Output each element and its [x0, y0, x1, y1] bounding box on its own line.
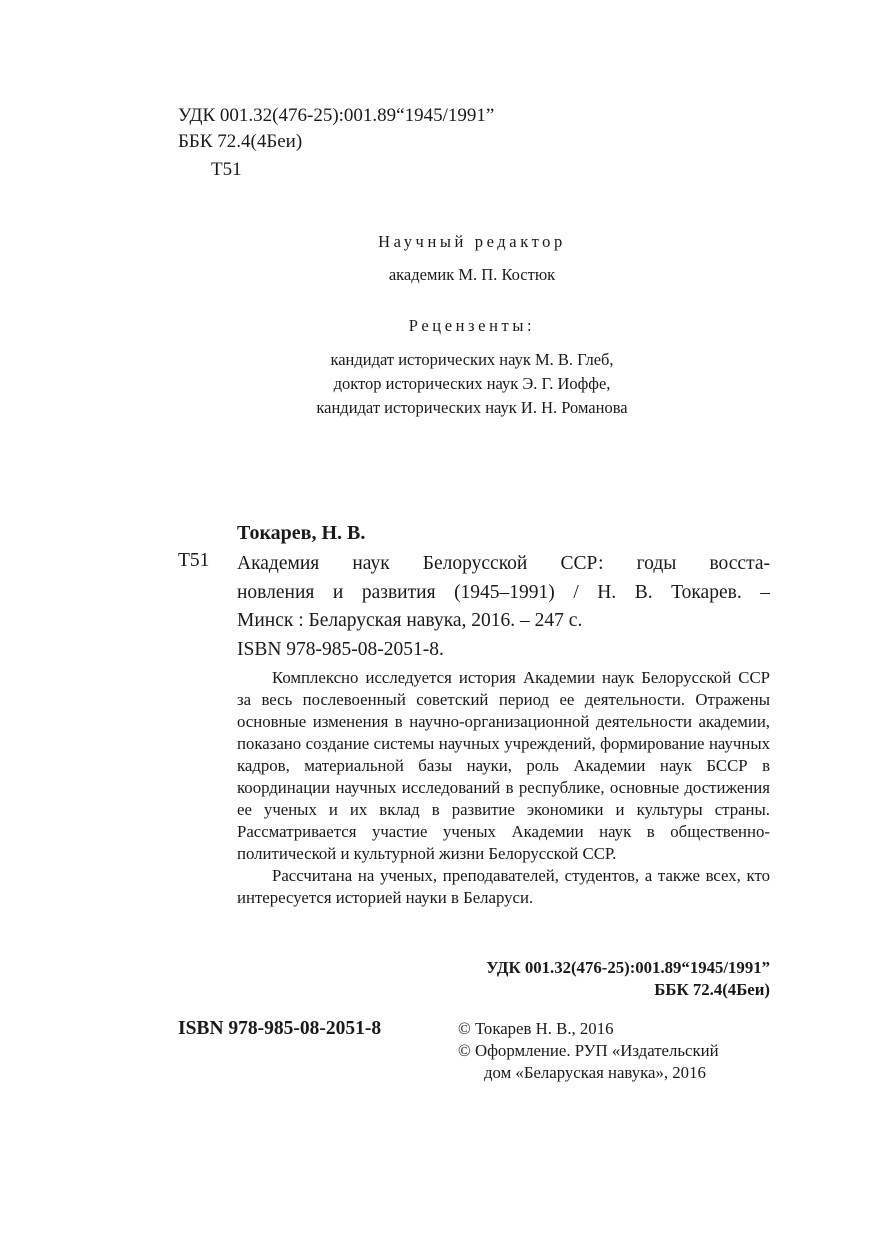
annotation-paragraph: Рассчитана на ученых, преподавателей, студентов, а также всех, кто интересуется историей науки в Беларуси. [237, 866, 770, 907]
bib-isbn: ISBN 978-985-08-2051-8. [237, 638, 444, 660]
copyright-line: © Токарев Н. В., 2016 [458, 1019, 614, 1038]
footer-udk: УДК 001.32(476-25):001.89“1945/1991” [486, 958, 770, 977]
isbn-bold: ISBN 978-985-08-2051-8 [178, 1018, 382, 1039]
reviewer-item: кандидат исторических наук И. Н. Романова [316, 398, 628, 417]
author-mark: Т51 [211, 159, 242, 180]
bib-line: Минск : Беларуская навука, 2016. – 247 с. [237, 610, 583, 631]
bib-mark: Т51 [178, 550, 210, 571]
reviewer-item: кандидат исторических наук М. В. Глеб, [330, 350, 614, 369]
copyright-block [458, 1018, 778, 1084]
reviewers-heading: Рецензенты: [408, 316, 536, 335]
bib-line: новления и развития (1945–1991) / Н. В. Токарев. – [237, 581, 770, 603]
reviewer-item: доктор исторических наук Э. Г. Иоффе, [333, 374, 611, 393]
bib-line: Академия наук Белорусской ССР: годы восста- [237, 553, 770, 574]
editor-heading: Научный редактор [378, 232, 566, 251]
copyright-line: © Оформление. РУП «Издательский [458, 1041, 719, 1060]
bbk-code: ББК 72.4(4Беи) [178, 131, 303, 152]
copyright-line: дом «Беларуская навука», 2016 [484, 1063, 706, 1082]
bib-author: Токарев, Н. В. [237, 522, 366, 544]
footer-bbk: ББК 72.4(4Беи) [654, 980, 770, 999]
annotation-paragraph: Комплексно исследуется история Академии наук Белорусской ССР за весь послевоенный советский период ее деятельности. Отражены основные изменения в научно-организационной деятельности академии, показано создание системы научных учреждений, формирование научных кадров, материальной базы науки, роль Академии наук БССР в координации научных исследований в республике, основные достижения ее ученых и их вклад в развитие экономики и культуры страны. Рассматривается участие ученых Академии наук в общественно-политической и культурной жизни Белорусской ССР. [237, 668, 770, 863]
udk-code: УДК 001.32(476-25):001.89“1945/1991” [178, 105, 495, 126]
editor-name: академик М. П. Костюк [388, 265, 556, 284]
annotation [237, 667, 770, 909]
bib-description [237, 550, 770, 664]
